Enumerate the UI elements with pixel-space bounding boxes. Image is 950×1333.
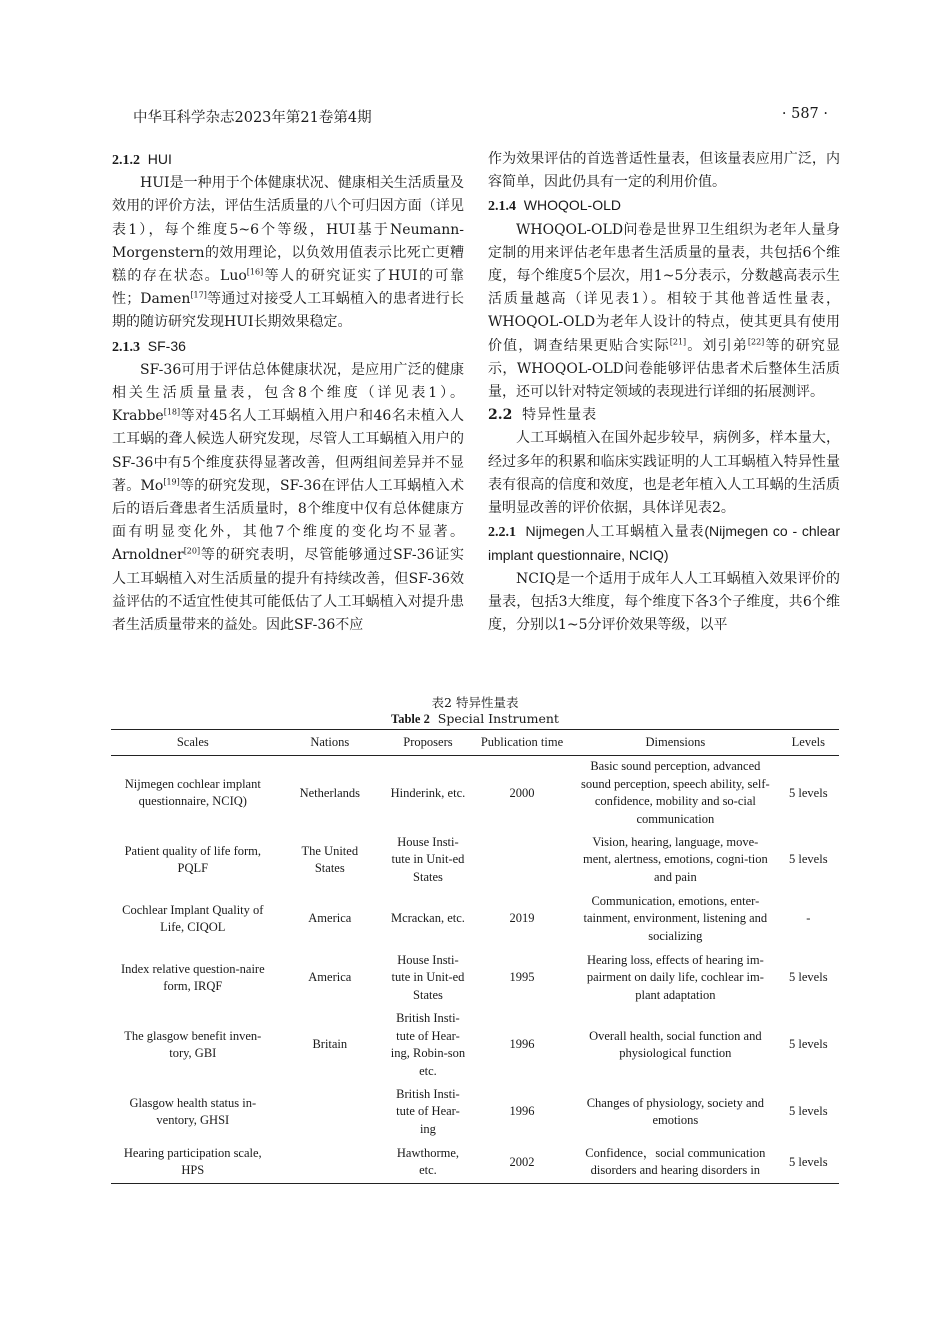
page-number: · 587 · [781,106,828,122]
journal-header: 中华耳科学杂志2023年第21卷第4期 [133,110,372,126]
header-dimensions: Dimensions [573,730,777,756]
cell-levels: 5 levels [789,852,828,867]
specific-instrument-table [111,729,839,1184]
cell-scale: Index relative question-naire form, IRQF [120,961,265,993]
cell-levels: 5 levels [789,785,828,800]
cell-proposer: British Insti-tute of Hear-ing, Robin-son etc. [390,1011,466,1078]
cell-year: 1996 [509,1037,535,1052]
cell-nation: America [308,970,352,985]
cell-dimensions: Changes of physiology, society and emotions [586,1095,764,1127]
cell-year: 2000 [509,785,535,800]
cell-year: 2002 [471,1142,573,1184]
left-column [112,148,464,637]
cell-dimensions: Vision, hearing, language, move-ment, alertness, emotions, cogni-tion and pain [583,834,768,884]
header-proposers: Proposers [385,730,471,756]
cell-proposer: British Insti-tute of Hear-ing [396,1086,460,1136]
table-row [111,831,839,890]
table-row [111,949,839,1008]
cell-levels: 5 levels [789,1104,828,1119]
paragraph-specific: 人工耳蜗植入在国外起步较早，病例多，样本量大，经过多年的积累和临床实践证明的人工耳蜗植入特异性量表有很高的信度和效度，也是老年植入人工耳蜗的生活质量明显改善的评价依据，具体详见表2。 [488,430,840,517]
cell-dimensions: Confidence，social communication disorders and hearing disorders in [585,1145,766,1178]
heading-2-1-4: 2.1.4 WHOQOL-OLD [488,197,622,215]
heading-2-2: 2.2 特异性量表 [488,407,598,424]
paragraph-nciq: NCIQ是一个适用于成年人人工耳蜗植入效果评价的量表，包括3大维度，每个维度下各3个子维度，共6个维度，分别以1~5分评价效果等级，以平 [488,570,840,634]
paragraph-hui: HUI是一种用于个体健康状况、健康相关生活质量及效用的评价方法，评估生活质量的八个可归因方面（详见表1），每个维度5~6个等级，HUI基于Neumann-Morgenstern的效用理论，以负效用值表示比死亡更糟糕的存在状态。Luo[16]等人的研究证实了HUI的可靠性；Damen[17]等通过对接受人工耳蜗植入的患者进行长期的随访研究发现HUI长期效果稳定。 [112,175,464,331]
cell-proposer: House Insti-tute in Unit-ed States [391,952,465,1002]
cell-proposer: Mcrackan, etc. [390,911,465,926]
header-nations: Nations [275,730,385,756]
cell-proposer: Hawthorme, etc. [396,1145,460,1178]
paragraph-whoqol: WHOQOL-OLD问卷是世界卫生组织为老年人量身定制的用来评估老年患者生活质量的量表，共包括6个维度，每个维度5个层次，用1~5分表示，分数越高表示生活质量越高（详见表1）。相较于其他普适性量表，WHOQOL-OLD为老年人设计的特点，使其更具有使用价值，调查结果更贴合实际[21]。刘引弟[22]等的研究显示，WHOQOL-OLD问卷能够评估患者术后整体生活质量，还可以针对特定领域的表现进行详细的拓展测评。 [488,221,841,401]
cell-scale: Hearing participation scale, HPS [123,1145,262,1178]
table-row [111,1008,839,1083]
cell-proposer: Hinderink, etc. [390,785,466,800]
paragraph-sf36: SF-36可用于评估总体健康状况，是应用广泛的健康相关生活质量量表，包含8个维度（详见表1）。Krabbe[18]等对45名人工耳蜗植入用户和46名未植入人工耳蜗的聋人候选人研究发现，尽管人工耳蜗植入用户的SF-36中有5个维度获得显著改善，但两组间差异并不显著。Mo[19]等的研究发现，SF-36在评估人工耳蜗植入术后的语后聋患者生活质量时，8个维度中仅有总体健康方面有明显变化外，其他7个维度的变化均不显著。Arnoldner[20]等的研究表明，尽管能够通过SF-36证实人工耳蜗植入对生活质量的提升有持续改善，但SF-36效益评估的不适宜性使其可能低估了人工耳蜗植入对提升患者生活质量带来的益处。因此SF-36不应 [112,361,464,634]
cell-nation: Netherlands [299,785,360,800]
cell-year: 1996 [509,1104,535,1119]
cell-year: 2019 [509,911,535,926]
header-publication-time: Publication time [471,730,573,756]
heading-2-2-1: 2.2.1 Nijmegen人工耳蜗植入量表(Nijmegen co - chlear implant questionnaire, NCIQ) [488,523,840,564]
cell-scale: Nijmegen cochlear implant questionnaire, NCIQ) [124,776,261,809]
cell-scale: The glasgow benefit inven-tory, GBI [124,1028,262,1060]
header-scales: Scales [111,730,275,756]
heading-2-1-2: 2.1.2 HUI [112,151,172,168]
cell-nation: The United States [301,843,359,875]
table-row [111,1142,839,1184]
cell-levels: - [806,911,811,926]
cell-dimensions: Communication, emotions, enter-tainment, environment, listening and socializing [583,893,768,943]
cell-scale: Patient quality of life form, PQLF [124,843,262,875]
cell-year: 1995 [509,970,535,985]
cell-dimensions: Hearing loss, effects of hearing im-pairment on daily life, cochlear im-plant adaptation [586,952,764,1002]
cell-nation: Britain [312,1037,348,1052]
paragraph-sf36-cont: 作为效果评估的首选普适性量表，但该量表应用广泛，内容简单，因此仍具有一定的利用价值。 [488,151,840,191]
cell-proposer: House Insti-tute in Unit-ed States [391,834,465,884]
cell-dimensions: Basic sound perception, advanced sound perception, speech ability, self-confidence, mobility and so-cial communication [581,759,770,826]
cell-scale: Glasgow health status in-ventory, GHSI [129,1095,257,1127]
cell-nation: America [308,911,352,926]
table-caption-en: Table 2 Special Instrument [391,711,559,726]
table-row [111,890,839,949]
table-caption-cn: 表2 特异性量表 [431,695,519,710]
cell-nation [275,1142,385,1184]
table-row [111,756,839,831]
cell-levels: 5 levels [789,1037,828,1052]
header-levels: Levels [778,730,839,756]
cell-levels: 5 levels [778,1142,839,1184]
cell-year [471,831,573,890]
cell-scale: Cochlear Implant Quality of Life, CIQOL [122,902,264,934]
table-header-row [111,730,839,756]
right-column [488,148,840,637]
cell-dimensions: Overall health, social function and physiological function [589,1028,762,1060]
table-row [111,1083,839,1142]
cell-nation [275,1083,385,1142]
cell-levels: 5 levels [789,970,828,985]
heading-2-1-3: 2.1.3 SF-36 [112,337,186,355]
